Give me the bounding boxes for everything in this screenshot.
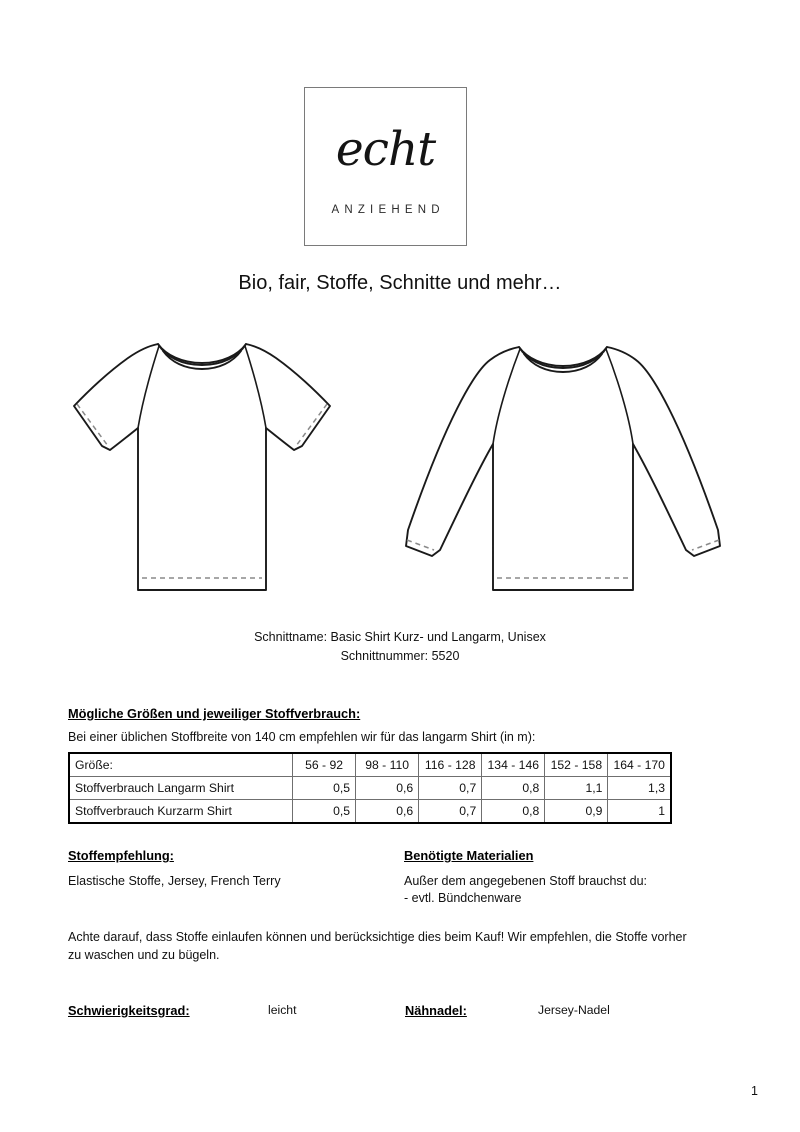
row-label-kurzarm: Stoffverbrauch Kurzarm Shirt [69,800,293,824]
washing-note: Achte darauf, dass Stoffe einlaufen können und berücksichtige dies beim Kauf! Wir empfehlen, die Stoffe vorher zu waschen und zu bügeln. [68,930,687,962]
langarm-value-1: 0,5 [293,777,356,800]
required-materials-line-2: - evtl. Bündchenware [404,891,522,905]
table-row [69,777,671,800]
logo-wordmark: ANZIEHEND [331,204,445,216]
sizes-section [68,706,708,824]
table-header-size-5: 152 - 158 [545,753,608,777]
required-materials-block [404,848,708,907]
kurzarm-value-6: 1 [608,800,671,824]
pattern-name: Schnittname: Basic Shirt Kurz- und Langarm, Unisex [254,630,546,644]
fabric-consumption-table [68,752,672,824]
fabric-recommendation-block [68,848,388,890]
difficulty-value: leicht [268,1003,297,1017]
required-materials-line-1: Außer dem angegebenen Stoff brauchst du: [404,874,647,888]
kurzarm-value-5: 0,9 [545,800,608,824]
langarm-value-4: 0,8 [482,777,545,800]
pattern-meta-row [68,1003,708,1023]
sizes-intro-text: Bei einer üblichen Stoffbreite von 140 cm empfehlen wir für das langarm Shirt (in m): [68,730,536,744]
pattern-caption [0,628,800,666]
fabric-recommendation-heading: Stoffempfehlung: [68,848,174,863]
langarm-value-6: 1,3 [608,777,671,800]
langarm-value-3: 0,7 [419,777,482,800]
difficulty-label: Schwierigkeitsgrad: [68,1003,190,1018]
fabric-recommendation-text: Elastische Stoffe, Jersey, French Terry [68,874,281,888]
short-sleeve-shirt-icon [62,322,342,612]
kurzarm-value-4: 0,8 [482,800,545,824]
needle-label: Nähnadel: [405,1003,467,1018]
long-sleeve-shirt-icon [398,322,728,612]
langarm-value-2: 0,6 [356,777,419,800]
langarm-value-5: 1,1 [545,777,608,800]
brand-logo [304,87,467,246]
page-number: 1 [751,1084,758,1098]
pattern-number: Schnittnummer: 5520 [340,649,460,663]
shirt-illustrations [0,322,800,612]
table-header-row [69,753,671,777]
table-header-label: Größe: [69,753,293,777]
kurzarm-value-1: 0,5 [293,800,356,824]
kurzarm-value-2: 0,6 [356,800,419,824]
table-row [69,800,671,824]
brand-tagline: Bio, fair, Stoffe, Schnitte und mehr… [238,272,562,294]
sizes-heading: Mögliche Größen und jeweiliger Stoffverbrauch: [68,706,361,721]
table-header-size-2: 98 - 110 [356,753,419,777]
table-header-size-1: 56 - 92 [293,753,356,777]
logo-script-text: echt [335,122,436,177]
row-label-langarm: Stoffverbrauch Langarm Shirt [69,777,293,800]
table-header-size-6: 164 - 170 [608,753,671,777]
kurzarm-value-3: 0,7 [419,800,482,824]
table-header-size-3: 116 - 128 [419,753,482,777]
table-header-size-4: 134 - 146 [482,753,545,777]
required-materials-heading: Benötigte Materialien [404,848,534,863]
needle-value: Jersey-Nadel [538,1003,610,1017]
